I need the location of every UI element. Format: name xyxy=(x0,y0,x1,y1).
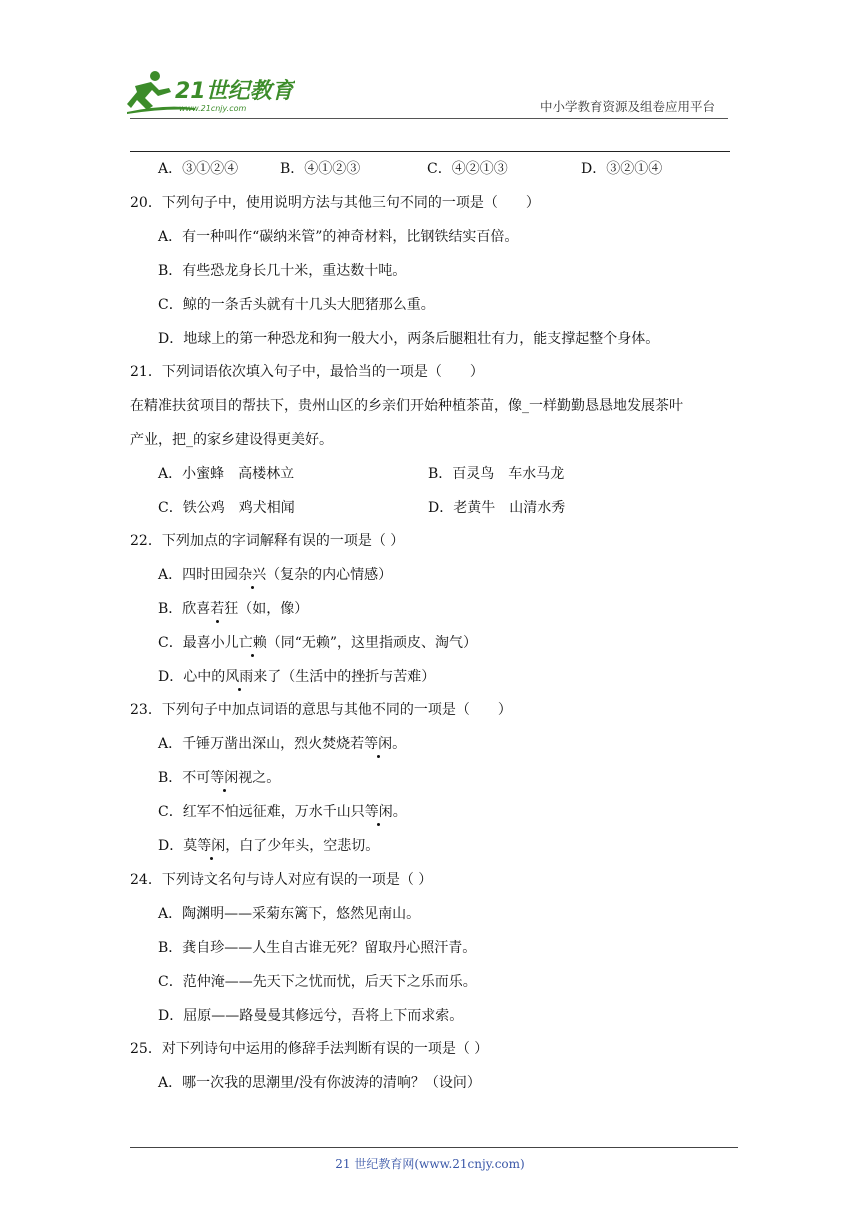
q23-option-b: B．不可等闲视之。 xyxy=(158,770,281,786)
platform-title: 中小学教育资源及组卷应用平台 xyxy=(540,99,716,114)
q23-c-dotted: 等闲 xyxy=(364,804,393,820)
q21-option-c: C．铁公鸡 鸡犬相闻 xyxy=(158,500,295,516)
q20-option-a: A．有一种叫作“碳纳米管”的神奇材料，比钢铁结实百倍。 xyxy=(158,229,519,245)
q21-passage-line2: 产业，把_的家乡建设得更美好。 xyxy=(130,432,333,448)
q23-option-c: C．红军不怕远征难，万水千山只等闲。 xyxy=(158,804,407,820)
q22-option-d: D．心中的风雨来了（生活中的挫折与苦难） xyxy=(158,669,436,685)
q19-option-d: D．③②①④ xyxy=(581,161,663,177)
q22-c-dotted: 亡赖 xyxy=(238,635,267,651)
q24-option-a: A．陶渊明——采菊东篱下，悠然见南山。 xyxy=(158,906,421,922)
q22-option-b: B．欣喜若狂（如，像） xyxy=(158,601,309,617)
logo-text: 21世纪教育 xyxy=(175,79,294,104)
q21-option-d: D．老黄牛 山清水秀 xyxy=(428,500,566,516)
q21-stem: 21．下列词语依次填入句子中，最恰当的一项是（ ） xyxy=(130,364,484,380)
q23-b-dotted: 等闲 xyxy=(210,770,239,786)
q19-option-a: A．③①②④ xyxy=(158,161,239,177)
q22-b-dotted: 若 xyxy=(210,601,225,617)
q23-option-d: D．莫等闲，白了少年头，空悲切。 xyxy=(158,838,380,854)
q22-option-c: C．最喜小儿亡赖（同“无赖”，这里指顽皮、淘气） xyxy=(158,635,478,651)
runner-logo-icon xyxy=(125,68,295,116)
q20-stem: 20．下列句子中，使用说明方法与其他三句不同的一项是（ ） xyxy=(130,195,540,211)
q23-d-dotted: 等闲 xyxy=(197,838,226,854)
q25-option-a: A．哪一次我的思潮里/没有你波涛的清响？（设问） xyxy=(158,1075,481,1091)
q23-a-dotted: 等闲 xyxy=(364,736,393,752)
q20-option-d: D．地球上的第一种恐龙和狗一般大小，两条后腿粗壮有力，能支撑起整个身体。 xyxy=(158,331,660,347)
q19-option-c: C．④②①③ xyxy=(427,161,508,177)
site-logo[interactable] xyxy=(125,68,295,116)
q23-option-a: A．千锤万凿出深山，烈火焚烧若等闲。 xyxy=(158,736,407,752)
q21-option-b: B．百灵鸟 车水马龙 xyxy=(428,466,565,482)
logo-url: www.21cnjy.com xyxy=(179,104,247,113)
q22-a-dotted: 杂兴 xyxy=(238,567,267,583)
q24-option-c: C．范仲淹——先天下之忧而忧，后天下之乐而乐。 xyxy=(158,974,477,990)
q19-option-b: B．④①②③ xyxy=(280,161,361,177)
footer-link[interactable]: 21 世纪教育网(www.21cnjy.com) xyxy=(335,1157,525,1171)
q24-option-d: D．屈原——路曼曼其修远兮，吾将上下而求索。 xyxy=(158,1008,464,1024)
header-divider-2 xyxy=(130,151,730,152)
q25-stem: 25．对下列诗句中运用的修辞手法判断有误的一项是（ ） xyxy=(130,1041,489,1057)
header-divider xyxy=(130,118,728,119)
q21-option-a: A．小蜜蜂 高楼林立 xyxy=(158,466,295,482)
q20-option-b: B．有些恐龙身长几十米，重达数十吨。 xyxy=(158,263,407,279)
q24-option-b: B．龚自珍——人生自古谁无死？留取丹心照汗青。 xyxy=(158,940,477,956)
q22-stem: 22．下列加点的字词解释有误的一项是（ ） xyxy=(130,533,405,549)
q22-option-a: A．四时田园杂兴（复杂的内心情感） xyxy=(158,567,393,583)
q21-passage-line1: 在精准扶贫项目的帮扶下，贵州山区的乡亲们开始种植茶苗，像_一样勤勤恳恳地发展茶叶 xyxy=(130,398,683,414)
q24-stem: 24．下列诗文名句与诗人对应有误的一项是（ ） xyxy=(130,872,433,888)
q23-stem: 23．下列句子中加点词语的意思与其他不同的一项是（ ） xyxy=(130,702,512,718)
footer-divider xyxy=(130,1147,738,1148)
q20-option-c: C．鲸的一条舌头就有十几头大肥猪那么重。 xyxy=(158,297,435,313)
q22-d-dotted: 风雨 xyxy=(225,669,254,685)
